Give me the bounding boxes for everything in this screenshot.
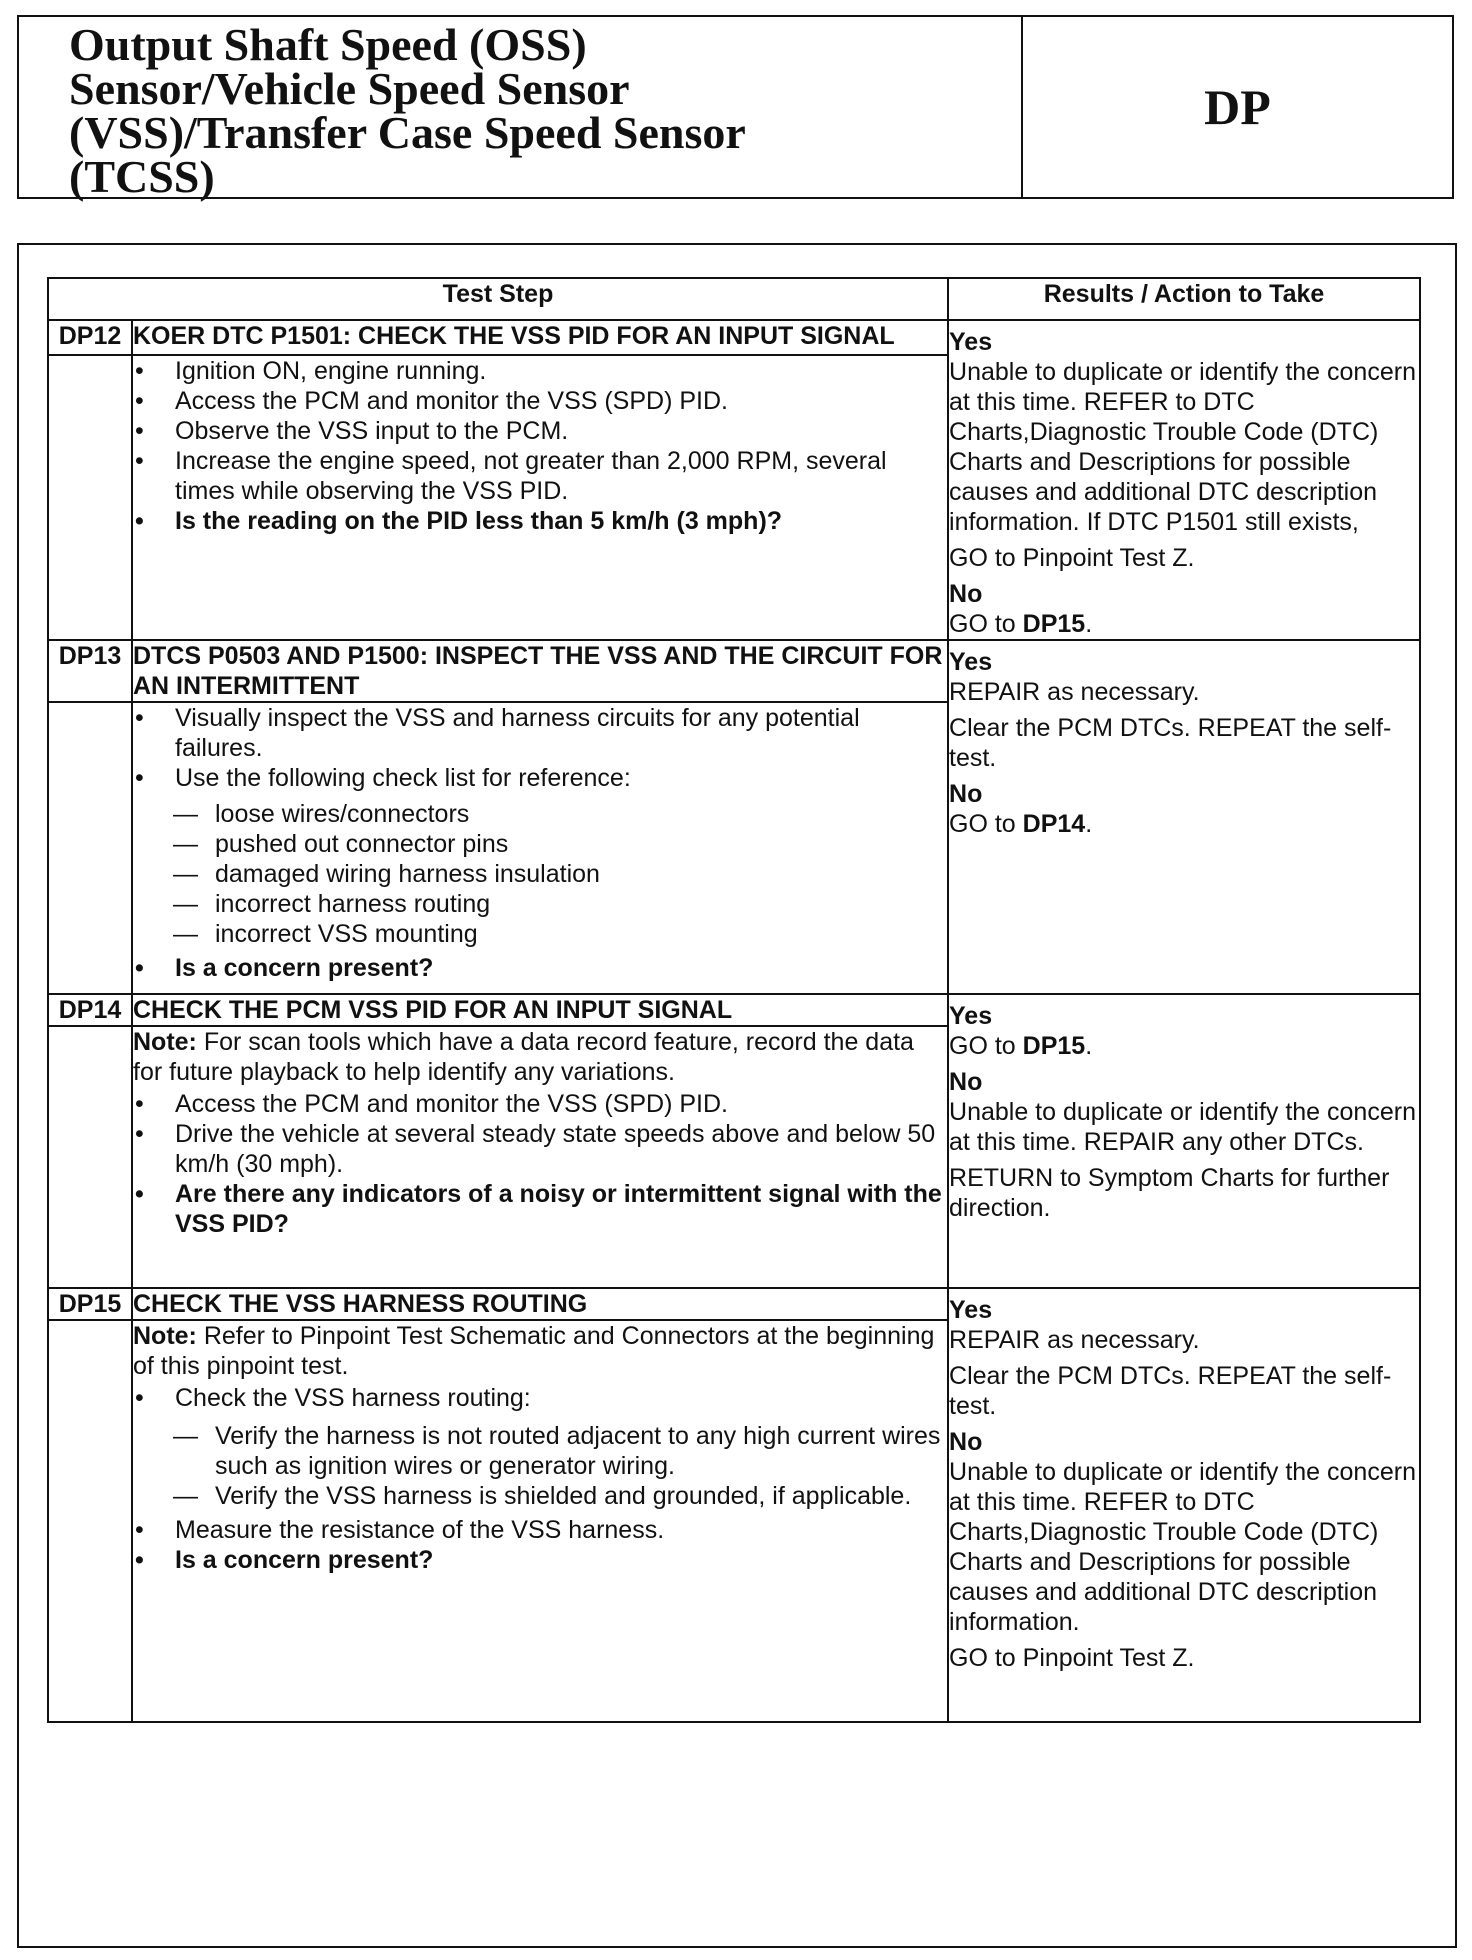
- checklist-item: — incorrect harness routing: [133, 889, 947, 919]
- list-item: • Observe the VSS input to the PCM.: [133, 416, 947, 446]
- title-line: (VSS)/Transfer Case Speed Sensor: [69, 107, 746, 158]
- note: [133, 1321, 947, 1381]
- yes-label: Yes: [949, 648, 993, 676]
- list-item: • Access the PCM and monitor the VSS (SPD) PID.: [133, 386, 947, 416]
- title-line: Sensor/Vehicle Speed Sensor: [69, 63, 630, 114]
- note: [133, 1027, 947, 1087]
- section-code: DP: [1204, 79, 1271, 135]
- goto-suffix: .: [1085, 1032, 1093, 1060]
- goto-suffix: .: [1085, 610, 1093, 638]
- step-title-dp13: DTCS P0503 AND P1500: INSPECT THE VSS AND THE CIRCUIT FOR AN INTERMITTENT: [132, 640, 948, 702]
- test-step-table: [47, 277, 1421, 1723]
- yes-action: Unable to duplicate or identify the concern at this time. REFER to DTC Charts,Diagnostic Trouble Code (DTC) Charts and Descriptions for possible causes and additional DTC description information. If DTC P1501 still exists,: [949, 358, 1416, 536]
- yes-action: REPAIR as necessary.: [949, 1326, 1200, 1354]
- list-item: [133, 1383, 947, 1511]
- list-item-text: Check the VSS harness routing:: [175, 1384, 531, 1412]
- yes-label: Yes: [949, 1002, 993, 1030]
- goto-prefix: GO to: [949, 1032, 1023, 1060]
- step-id-spacer: [48, 702, 132, 994]
- no-action: Unable to duplicate or identify the concern at this time. REPAIR any other DTCs.: [949, 1098, 1416, 1156]
- list-item: • Increase the engine speed, not greater than 2,000 RPM, several times while observing the VSS PID.: [133, 446, 947, 506]
- checklist-item: — pushed out connector pins: [133, 829, 947, 859]
- list-item: • Access the PCM and monitor the VSS (SPD) PID.: [133, 1089, 947, 1119]
- step-id-spacer: [48, 1320, 132, 1722]
- column-header-test-step: Test Step: [48, 278, 948, 320]
- step-id-spacer: [48, 355, 132, 640]
- no-label: No: [949, 1068, 983, 1096]
- step-id-dp13: DP13: [48, 640, 132, 702]
- checklist-item: — loose wires/connectors: [133, 799, 947, 829]
- yes-goto: GO to Pinpoint Test Z.: [949, 544, 1195, 572]
- note-text: Refer to Pinpoint Test Schematic and Connectors at the beginning of this pinpoint test.: [133, 1322, 935, 1380]
- sub-item: — Verify the VSS harness is shielded and grounded, if applicable.: [133, 1481, 947, 1511]
- no-label: No: [949, 780, 983, 808]
- note-text: For scan tools which have a data record feature, record the data for future playback to help identify any variations.: [133, 1028, 914, 1086]
- step-question: • Is a concern present?: [133, 1545, 947, 1575]
- no-goto: [949, 809, 1419, 839]
- step-id-dp12: DP12: [48, 320, 132, 355]
- results-dp13: [948, 640, 1420, 994]
- header-box: [17, 15, 1454, 202]
- no-action: Unable to duplicate or identify the concern at this time. REFER to DTC Charts,Diagnostic Trouble Code (DTC) Charts and Descriptions for possible causes and additional DTC description information.: [949, 1458, 1416, 1636]
- table-row: [48, 1288, 1420, 1320]
- table-row: [48, 640, 1420, 702]
- step-body-dp15: [132, 1320, 948, 1722]
- no-goto: [949, 609, 1419, 639]
- yes-label: Yes: [949, 328, 993, 356]
- table-header-row: [48, 278, 1420, 320]
- title-line: (TCSS): [69, 151, 215, 202]
- step-id-dp15: DP15: [48, 1288, 132, 1320]
- goto-target: DP15: [1022, 610, 1086, 638]
- list-item: • Visually inspect the VSS and harness circuits for any potential failures.: [133, 703, 947, 763]
- list-item: • Drive the vehicle at several steady state speeds above and below 50 km/h (30 mph).: [133, 1119, 947, 1179]
- step-title-dp12: KOER DTC P1501: CHECK THE VSS PID FOR AN INPUT SIGNAL: [132, 320, 948, 355]
- note-label: Note:: [133, 1028, 197, 1056]
- column-header-results: Results / Action to Take: [948, 278, 1420, 320]
- no-goto: GO to Pinpoint Test Z.: [949, 1644, 1195, 1672]
- step-id-spacer: [48, 1026, 132, 1288]
- no-action: RETURN to Symptom Charts for further direction.: [949, 1164, 1390, 1222]
- step-title-dp15: CHECK THE VSS HARNESS ROUTING: [132, 1288, 948, 1320]
- checklist-item: — incorrect VSS mounting: [133, 919, 947, 949]
- step-id-dp14: DP14: [48, 994, 132, 1026]
- list-item: • Ignition ON, engine running.: [133, 356, 947, 386]
- step-body-dp13: [132, 702, 948, 994]
- no-label: No: [949, 580, 983, 608]
- goto-suffix: .: [1085, 810, 1093, 838]
- no-label: No: [949, 1428, 983, 1456]
- yes-action: REPAIR as necessary.: [949, 678, 1200, 706]
- goto-target: DP14: [1022, 810, 1086, 838]
- results-dp12: [948, 320, 1420, 640]
- sub-item: — Verify the harness is not routed adjacent to any high current wires such as ignition wires or generator wiring.: [133, 1421, 947, 1481]
- step-question: • Is a concern present?: [133, 953, 947, 983]
- goto-prefix: GO to: [949, 610, 1023, 638]
- note-label: Note:: [133, 1322, 197, 1350]
- page-title: [19, 17, 1023, 202]
- yes-action: Clear the PCM DTCs. REPEAT the self-test.: [949, 1362, 1392, 1420]
- step-question: • Are there any indicators of a noisy or intermittent signal with the VSS PID?: [133, 1179, 947, 1239]
- step-title-dp14: CHECK THE PCM VSS PID FOR AN INPUT SIGNAL: [132, 994, 948, 1026]
- step-body-dp12: [132, 355, 948, 640]
- results-dp14: [948, 994, 1420, 1288]
- results-dp15: [948, 1288, 1420, 1722]
- step-body-dp14: [132, 1026, 948, 1288]
- list-item: • Use the following check list for reference:: [133, 763, 947, 793]
- step-question: • Is the reading on the PID less than 5 km/h (3 mph)?: [133, 506, 947, 536]
- yes-goto: [949, 1031, 1419, 1061]
- yes-action: Clear the PCM DTCs. REPEAT the self-test.: [949, 714, 1392, 772]
- list-item: • Measure the resistance of the VSS harness.: [133, 1515, 947, 1545]
- goto-prefix: GO to: [949, 810, 1023, 838]
- yes-label: Yes: [949, 1296, 993, 1324]
- table-row: [48, 320, 1420, 355]
- goto-target: DP15: [1022, 1032, 1086, 1060]
- title-line: Output Shaft Speed (OSS): [69, 19, 587, 70]
- checklist-item: — damaged wiring harness insulation: [133, 859, 947, 889]
- table-row: [48, 994, 1420, 1026]
